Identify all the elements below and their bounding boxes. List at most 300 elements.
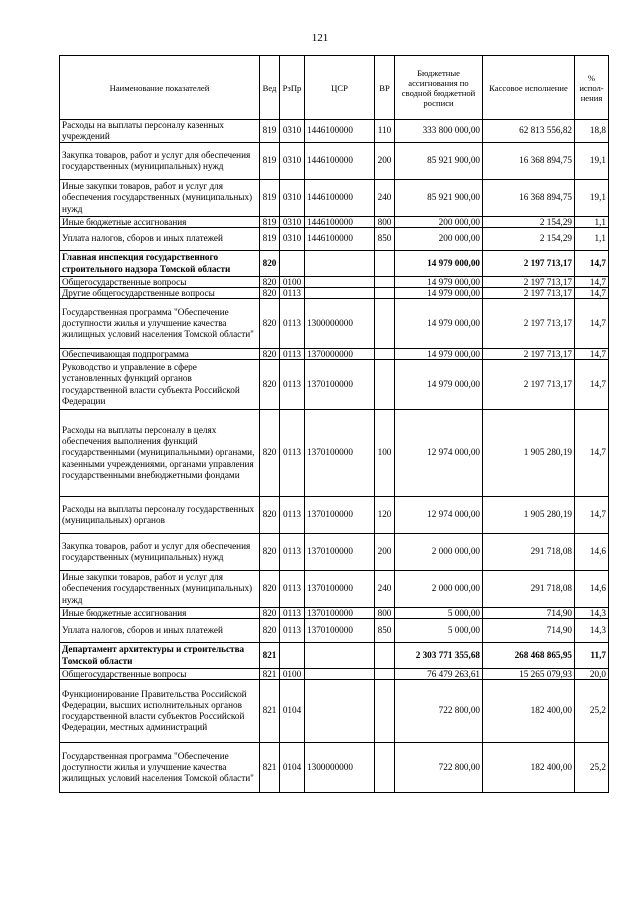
cell-rzpr-text: 0113 <box>282 583 302 594</box>
cell-name-text: Закупка товаров, работ и услуг для обеспечения государственных (муниципальных) нужд <box>62 540 251 562</box>
cell-cash <box>483 299 575 349</box>
cell-name-text: Уплата налогов, сборов и иных платежей <box>62 624 223 635</box>
cell-budget <box>395 217 483 228</box>
cell-ved <box>260 277 280 288</box>
cell-ved <box>260 643 280 669</box>
table-row <box>60 217 609 228</box>
header-rzpr: РзПр <box>280 56 305 120</box>
cell-csr-text: 1446100000 <box>307 233 353 244</box>
cell-pct-text: 19,1 <box>589 155 606 166</box>
cell-name <box>60 743 260 793</box>
cell-cash <box>483 680 575 743</box>
cell-name <box>60 360 260 410</box>
cell-ved <box>260 360 280 410</box>
cell-rzpr-text: 0113 <box>282 546 302 557</box>
cell-ved <box>260 120 280 143</box>
cell-vr <box>375 143 395 180</box>
cell-cash <box>483 120 575 143</box>
cell-vr <box>375 680 395 743</box>
table-row <box>60 743 609 793</box>
cell-ved <box>260 251 280 277</box>
cell-name <box>60 288 260 299</box>
cell-cash <box>483 743 575 793</box>
cell-cash <box>483 277 575 288</box>
cell-name <box>60 299 260 349</box>
cell-budget <box>395 743 483 793</box>
cell-budget <box>395 143 483 180</box>
cell-budget <box>395 251 483 277</box>
cell-name-text: Главная инспекция государственного строительного надзора Томской области <box>62 252 231 274</box>
cell-cash <box>483 217 575 228</box>
cell-budget-text: 85 921 900,00 <box>427 192 480 203</box>
cell-csr <box>305 571 375 608</box>
cell-pct <box>575 277 609 288</box>
cell-budget-text: 12 974 000,00 <box>427 509 480 520</box>
cell-rzpr-text: 0310 <box>282 125 302 136</box>
cell-rzpr-text: 0113 <box>282 378 302 389</box>
cell-rzpr <box>280 288 305 299</box>
cell-name <box>60 534 260 571</box>
cell-csr <box>305 299 375 349</box>
cell-name-text: Функционирование Правительства Российской Федерации, высших исполнительных органов государственной власти субъектов Российской Федерации, местных администраций <box>62 688 247 733</box>
table-row <box>60 497 609 534</box>
cell-budget-text: 14 979 000,00 <box>427 277 480 287</box>
cell-pct <box>575 743 609 793</box>
cell-cash-text: 2 197 713,17 <box>523 349 572 359</box>
cell-cash <box>483 360 575 410</box>
cell-cash-text: 16 368 894,75 <box>519 192 572 203</box>
cell-budget-text: 200 000,00 <box>438 217 480 227</box>
cell-vr <box>375 497 395 534</box>
cell-cash-text: 16 368 894,75 <box>519 155 572 166</box>
cell-pct-text: 14,3 <box>589 608 606 618</box>
cell-pct-text: 14,7 <box>589 349 606 359</box>
cell-ved <box>260 228 280 251</box>
cell-csr <box>305 643 375 669</box>
cell-name-text: Иные бюджетные ассигнования <box>62 608 187 618</box>
cell-name <box>60 349 260 360</box>
cell-pct <box>575 251 609 277</box>
table-row <box>60 251 609 277</box>
cell-rzpr <box>280 743 305 793</box>
cell-vr <box>375 608 395 619</box>
cell-rzpr-text: 0310 <box>282 155 302 166</box>
table-row <box>60 643 609 669</box>
cell-pct <box>575 360 609 410</box>
cell-csr <box>305 349 375 360</box>
cell-cash-text: 1 905 280,19 <box>523 447 572 458</box>
cell-pct-text: 11,7 <box>590 649 606 660</box>
cell-name-text: Руководство и управление в сфере установленных функций органов государственной власти субъекта Российской Федерации <box>62 362 240 406</box>
cell-budget <box>395 608 483 619</box>
cell-cash <box>483 228 575 251</box>
cell-csr-text: 1370100000 <box>307 378 353 389</box>
cell-budget <box>395 277 483 288</box>
cell-pct-text: 14,7 <box>589 509 606 520</box>
cell-vr <box>375 251 395 277</box>
cell-rzpr-text: 0113 <box>282 447 302 458</box>
cell-cash-text: 182 400,00 <box>530 761 572 772</box>
cell-vr-text: 200 <box>377 155 392 166</box>
cell-pct <box>575 608 609 619</box>
cell-cash-text: 291 718,08 <box>530 546 572 557</box>
cell-cash <box>483 349 575 360</box>
table-row <box>60 277 609 288</box>
cell-budget-text: 200 000,00 <box>438 233 480 244</box>
cell-ved <box>260 619 280 643</box>
cell-rzpr-text: 0113 <box>282 288 302 298</box>
cell-vr <box>375 120 395 143</box>
cell-cash <box>483 180 575 217</box>
cell-name <box>60 180 260 217</box>
cell-cash <box>483 251 575 277</box>
cell-ved <box>260 497 280 534</box>
cell-rzpr <box>280 608 305 619</box>
cell-rzpr-text: 0113 <box>282 349 302 359</box>
cell-cash-text: 2 197 713,17 <box>523 277 572 287</box>
table-row <box>60 180 609 217</box>
table-row <box>60 534 609 571</box>
cell-budget-text: 14 979 000,00 <box>427 288 480 298</box>
cell-vr-text: 850 <box>377 233 392 244</box>
cell-vr-text: 800 <box>377 608 392 618</box>
cell-vr-text: 850 <box>377 624 392 635</box>
cell-cash-text: 62 813 556,82 <box>519 125 572 136</box>
cell-budget <box>395 360 483 410</box>
table-row <box>60 669 609 680</box>
cell-rzpr <box>280 643 305 669</box>
cell-pct-text: 14,7 <box>589 277 606 287</box>
cell-ved <box>260 349 280 360</box>
cell-csr-text: 1370100000 <box>307 546 353 557</box>
cell-name <box>60 643 260 669</box>
cell-budget <box>395 534 483 571</box>
cell-cash <box>483 143 575 180</box>
cell-pct-text: 20,0 <box>589 669 606 679</box>
cell-rzpr <box>280 228 305 251</box>
cell-rzpr-text: 0310 <box>282 217 302 227</box>
cell-budget-text: 14 979 000,00 <box>427 257 480 268</box>
cell-pct <box>575 288 609 299</box>
cell-csr-text: 1370000000 <box>307 349 353 359</box>
cell-cash <box>483 619 575 643</box>
cell-budget-text: 2 000 000,00 <box>431 583 480 594</box>
cell-pct <box>575 680 609 743</box>
cell-rzpr-text: 0104 <box>282 705 302 716</box>
cell-pct <box>575 619 609 643</box>
cell-rzpr <box>280 360 305 410</box>
cell-pct-text: 19,1 <box>589 192 606 203</box>
cell-budget-text: 5 000,00 <box>447 624 480 635</box>
cell-csr <box>305 143 375 180</box>
cell-rzpr <box>280 534 305 571</box>
cell-csr <box>305 360 375 410</box>
cell-name-text: Другие общегосударственные вопросы <box>62 288 215 298</box>
cell-ved <box>260 680 280 743</box>
cell-name <box>60 608 260 619</box>
cell-name-text: Иные бюджетные ассигнования <box>62 217 187 227</box>
cell-vr-text: 240 <box>377 192 392 203</box>
cell-cash-text: 1 905 280,19 <box>523 509 572 520</box>
cell-ved-text: 821 <box>262 649 277 660</box>
cell-cash <box>483 410 575 497</box>
cell-budget <box>395 120 483 143</box>
cell-name-text: Расходы на выплаты персоналу казенных учреждений <box>62 120 225 142</box>
cell-pct-text: 14,6 <box>589 583 606 594</box>
cell-rzpr <box>280 251 305 277</box>
cell-rzpr-text: 0310 <box>282 233 302 244</box>
cell-csr <box>305 497 375 534</box>
cell-csr-text: 1370100000 <box>307 447 353 458</box>
cell-rzpr <box>280 497 305 534</box>
cell-name-text: Иные закупки товаров, работ и услуг для обеспечения государственных (муниципальных) нужд <box>62 181 253 214</box>
cell-rzpr <box>280 349 305 360</box>
cell-pct <box>575 349 609 360</box>
cell-pct-text: 14,3 <box>589 624 606 635</box>
cell-rzpr <box>280 619 305 643</box>
cell-pct-text: 25,2 <box>589 761 606 772</box>
page-number: 121 <box>311 32 329 44</box>
cell-name-text: Государственная программа "Обеспечение доступности жилья и улучшение качества жилищных условий населения Томской области" <box>62 306 254 340</box>
cell-vr <box>375 410 395 497</box>
cell-name-text: Закупка товаров, работ и услуг для обеспечения государственных (муниципальных) нужд <box>62 149 251 171</box>
table-row <box>60 619 609 643</box>
cell-rzpr <box>280 277 305 288</box>
cell-vr-text: 100 <box>377 447 392 458</box>
cell-cash <box>483 643 575 669</box>
cell-ved <box>260 180 280 217</box>
cell-pct-text: 1,1 <box>594 217 606 227</box>
cell-name-text: Расходы на выплаты персоналу в целях обеспечения выполнения функций государственными (муниципальными) органами, казенными учреждениями, органами управления государственными внебюджетными фондами <box>62 424 255 480</box>
cell-pct <box>575 410 609 497</box>
cell-rzpr <box>280 180 305 217</box>
cell-csr-text: 1446100000 <box>307 125 353 136</box>
cell-cash-text: 2 197 713,17 <box>523 317 572 328</box>
cell-name-text: Департамент архитектуры и строительства Томской области <box>62 644 245 666</box>
cell-budget <box>395 349 483 360</box>
cell-pct <box>575 534 609 571</box>
cell-pct <box>575 228 609 251</box>
cell-name <box>60 217 260 228</box>
cell-pct <box>575 299 609 349</box>
cell-csr-text: 1446100000 <box>307 192 353 203</box>
cell-ved <box>260 217 280 228</box>
cell-ved-text: 819 <box>262 155 277 166</box>
cell-csr <box>305 180 375 217</box>
cell-csr <box>305 534 375 571</box>
cell-budget-text: 14 979 000,00 <box>427 349 480 359</box>
cell-budget <box>395 228 483 251</box>
cell-ved-text: 819 <box>262 233 277 244</box>
cell-name <box>60 497 260 534</box>
cell-rzpr-text: 0113 <box>282 509 302 520</box>
table-row <box>60 608 609 619</box>
cell-name-text: Иные закупки товаров, работ и услуг для обеспечения государственных (муниципальных) нужд <box>62 572 253 605</box>
cell-budget <box>395 680 483 743</box>
cell-budget <box>395 497 483 534</box>
table-row <box>60 143 609 180</box>
table-header-row <box>60 56 609 120</box>
cell-vr <box>375 360 395 410</box>
cell-csr <box>305 669 375 680</box>
cell-pct <box>575 180 609 217</box>
cell-pct-text: 18,8 <box>589 125 606 136</box>
cell-csr <box>305 120 375 143</box>
cell-csr-text: 1446100000 <box>307 155 353 166</box>
cell-ved-text: 820 <box>262 546 277 557</box>
cell-cash-text: 714,90 <box>546 624 572 635</box>
cell-pct-text: 14,7 <box>589 378 606 389</box>
cell-budget-text: 2 000 000,00 <box>431 546 480 557</box>
cell-ved-text: 820 <box>262 378 277 389</box>
cell-cash <box>483 571 575 608</box>
cell-name <box>60 669 260 680</box>
cell-csr <box>305 619 375 643</box>
cell-vr <box>375 277 395 288</box>
cell-ved-text: 821 <box>262 669 277 679</box>
cell-ved-text: 819 <box>262 192 277 203</box>
cell-cash-text: 714,90 <box>546 608 572 618</box>
cell-vr <box>375 217 395 228</box>
cell-budget <box>395 619 483 643</box>
cell-ved <box>260 299 280 349</box>
cell-budget-text: 12 974 000,00 <box>427 447 480 458</box>
cell-pct-text: 1,1 <box>594 233 606 244</box>
cell-csr-text: 1300000000 <box>307 317 353 328</box>
cell-vr-text: 110 <box>377 125 392 136</box>
cell-csr <box>305 251 375 277</box>
cell-ved <box>260 143 280 180</box>
cell-pct-text: 14,7 <box>589 288 606 298</box>
cell-ved-text: 819 <box>262 217 277 227</box>
cell-budget <box>395 288 483 299</box>
header-cash: Кассовое исполнение <box>483 56 575 120</box>
cell-rzpr-text: 0100 <box>282 669 302 679</box>
cell-vr <box>375 534 395 571</box>
cell-ved-text: 821 <box>262 705 277 716</box>
cell-vr <box>375 571 395 608</box>
cell-ved-text: 819 <box>262 125 277 136</box>
cell-ved <box>260 669 280 680</box>
cell-ved-text: 820 <box>262 447 277 458</box>
cell-pct <box>575 217 609 228</box>
cell-vr-text: 120 <box>377 509 392 520</box>
cell-rzpr <box>280 410 305 497</box>
cell-rzpr <box>280 680 305 743</box>
cell-name-text: Обеспечивающая подпрограмма <box>62 349 189 359</box>
cell-pct-text: 14,7 <box>589 317 606 328</box>
cell-budget <box>395 299 483 349</box>
cell-ved <box>260 743 280 793</box>
cell-budget <box>395 571 483 608</box>
table-row <box>60 120 609 143</box>
cell-cash-text: 2 154,29 <box>539 233 572 244</box>
cell-csr-text: 1370100000 <box>307 624 353 635</box>
table-row <box>60 680 609 743</box>
cell-rzpr-text: 0100 <box>282 277 302 287</box>
cell-name-text: Расходы на выплаты персоналу государственных (муниципальных) органов <box>62 503 255 525</box>
cell-name-text: Государственная программа "Обеспечение доступности жилья и улучшение качества жилищных условий населения Томской области" <box>62 750 254 784</box>
header-ved: Вед <box>260 56 280 120</box>
cell-pct-text: 14,7 <box>589 447 606 458</box>
cell-budget-text: 722 800,00 <box>438 705 480 716</box>
cell-cash-text: 182 400,00 <box>530 705 572 716</box>
cell-ved <box>260 288 280 299</box>
cell-cash-text: 268 468 865,95 <box>514 649 572 660</box>
cell-csr <box>305 410 375 497</box>
cell-name <box>60 680 260 743</box>
header-csr: ЦСР <box>305 56 375 120</box>
cell-ved-text: 820 <box>262 349 277 359</box>
cell-budget <box>395 180 483 217</box>
cell-cash <box>483 608 575 619</box>
cell-csr <box>305 608 375 619</box>
cell-csr <box>305 277 375 288</box>
cell-csr-text: 1370100000 <box>307 509 353 520</box>
cell-name-text: Уплата налогов, сборов и иных платежей <box>62 233 223 244</box>
cell-vr-text: 800 <box>377 217 392 227</box>
cell-rzpr-text: 0113 <box>282 624 302 635</box>
cell-vr <box>375 299 395 349</box>
cell-csr <box>305 743 375 793</box>
cell-csr <box>305 680 375 743</box>
cell-vr-text: 200 <box>377 546 392 557</box>
cell-cash <box>483 669 575 680</box>
header-budget: Бюджетные ассигнования по сводной бюджетной росписи <box>395 56 483 120</box>
cell-ved-text: 820 <box>262 277 277 287</box>
cell-name <box>60 277 260 288</box>
cell-vr-text: 240 <box>377 583 392 594</box>
table-row <box>60 299 609 349</box>
cell-vr <box>375 643 395 669</box>
cell-csr <box>305 228 375 251</box>
cell-budget-text: 2 303 771 355,68 <box>415 649 480 660</box>
cell-ved-text: 820 <box>262 317 277 328</box>
cell-budget-text: 333 800 000,00 <box>422 125 480 136</box>
cell-pct <box>575 497 609 534</box>
cell-cash-text: 2 197 713,17 <box>523 378 572 389</box>
cell-cash-text: 2 197 713,17 <box>523 257 572 268</box>
table-row <box>60 228 609 251</box>
cell-name <box>60 120 260 143</box>
cell-cash-text: 291 718,08 <box>530 583 572 594</box>
cell-name <box>60 143 260 180</box>
table-row <box>60 288 609 299</box>
table-row <box>60 571 609 608</box>
cell-ved <box>260 608 280 619</box>
cell-pct <box>575 669 609 680</box>
cell-ved-text: 820 <box>262 608 277 618</box>
budget-execution-table <box>59 55 609 793</box>
cell-pct-text: 25,2 <box>589 705 606 716</box>
cell-pct <box>575 120 609 143</box>
cell-ved-text: 821 <box>262 761 277 772</box>
cell-vr <box>375 619 395 643</box>
cell-rzpr-text: 0113 <box>282 317 302 328</box>
cell-rzpr-text: 0104 <box>282 761 302 772</box>
cell-rzpr <box>280 143 305 180</box>
cell-csr-text: 1370100000 <box>307 608 353 618</box>
cell-vr <box>375 743 395 793</box>
cell-pct-text: 14,6 <box>589 546 606 557</box>
cell-cash-text: 2 197 713,17 <box>523 288 572 298</box>
cell-name <box>60 410 260 497</box>
cell-csr-text: 1300000000 <box>307 761 353 772</box>
cell-cash <box>483 497 575 534</box>
table-row <box>60 410 609 497</box>
header-pct: % испол- нения <box>575 56 609 120</box>
table-row <box>60 349 609 360</box>
